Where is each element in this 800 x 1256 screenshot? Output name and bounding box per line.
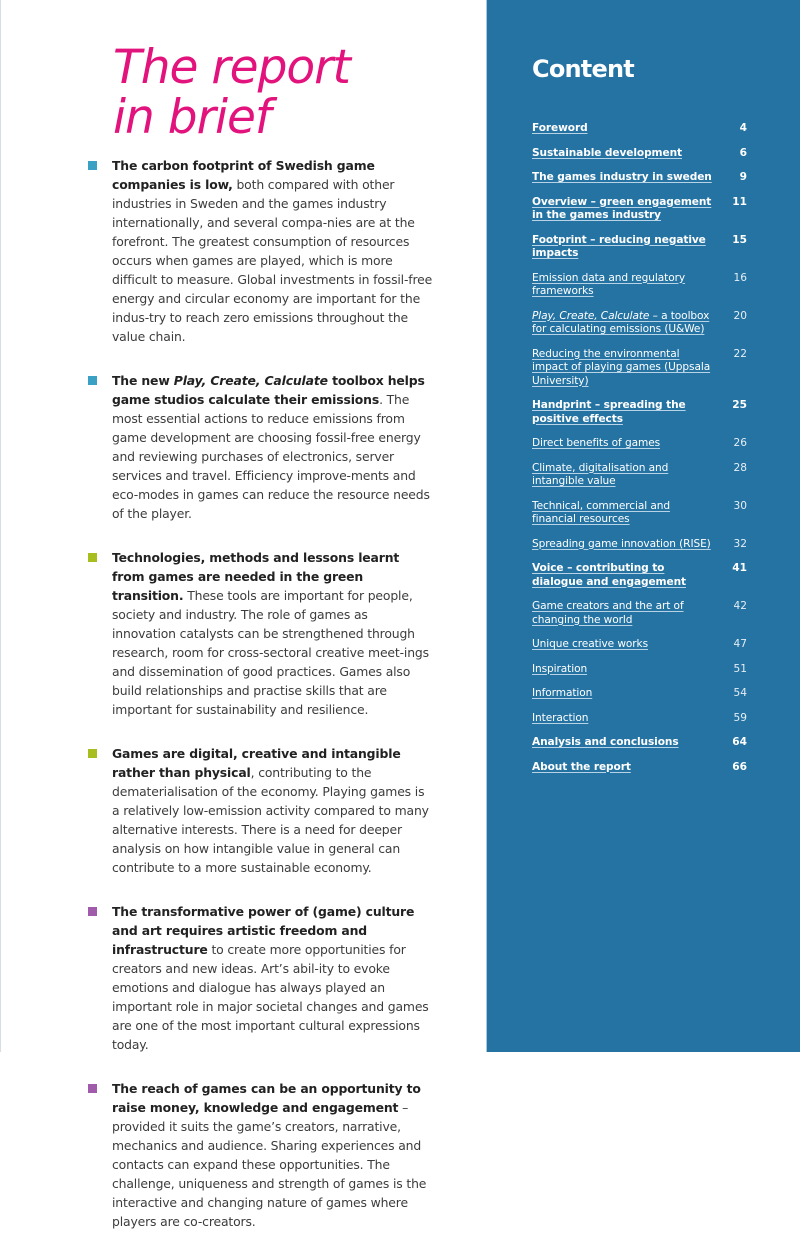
brief-item-text: [112, 744, 433, 877]
brief-item-lead: Technologies, methods and lessons learnt from games are needed in the green transition.: [112, 550, 400, 603]
brief-item: [88, 1079, 433, 1231]
toc-link-label: Game creators and the art of changing the world: [532, 600, 684, 626]
table-of-contents: [532, 122, 747, 785]
brief-item-text: [112, 1079, 433, 1231]
brief-item-body: – provided it suits the game’s creators, narrative, mechanics and audience. Sharing experiences and contacts can expand these opportunities. The challenge, uniqueness and strength of games is the interactive and changing nature of games where players are co-creators.: [112, 1100, 427, 1229]
page-title: [113, 40, 350, 145]
toolbox-name: Play, Create, Calculate: [173, 373, 328, 388]
toc-item: [532, 638, 747, 652]
toc-page-number: 22: [733, 347, 747, 360]
toc-page-number: 15: [732, 233, 747, 246]
toc-item: [532, 712, 747, 726]
toc-item: [532, 437, 747, 451]
brief-item-body: both compared with other industries in Sweden and the games industry internationally, and several compa-nies are at the forefront. The greatest consumption of resources occurs when games are played, which is more difficult to measure. Global investments in fossil-free energy and circular economy are important for the indus-try to reach zero emissions throughout the value chain.: [112, 177, 433, 344]
toc-link[interactable]: [532, 462, 712, 489]
toc-link-italic: Play, Create, Calculate: [532, 309, 650, 322]
title-line-1: The report: [113, 40, 350, 95]
toc-link-label: Inspiration: [532, 662, 588, 675]
brief-item-body: These tools are important for people, society and industry. The role of games as innovation catalysts can be strengthened through research, room for cross-sectoral creative meet-ings and dissemination of good practices. Games also build relationships and practise skills that are important for sustainability and resilience.: [112, 588, 429, 717]
brief-item-lead-rest: toolbox helps game studios calculate their emissions: [112, 373, 425, 407]
toc-link-label: The games industry in sweden: [532, 171, 712, 183]
toc-page-number: 32: [733, 537, 747, 550]
toc-link[interactable]: [532, 348, 712, 389]
brief-item-text: [112, 156, 433, 346]
brief-item-lead: The reach of games can be an opportunity to raise money, knowledge and engagement: [112, 1081, 421, 1115]
brief-item-lead: Games are digital, creative and intangible rather than physical: [112, 746, 401, 780]
toc-link[interactable]: [532, 663, 712, 677]
square-bullet-icon: [88, 161, 97, 170]
toc-item: [532, 147, 747, 161]
toc-page-number: 6: [739, 146, 747, 159]
brief-item-lead: [112, 373, 425, 407]
toc-link[interactable]: [532, 687, 712, 701]
toc-item: [532, 196, 747, 223]
toc-page-number: 64: [732, 736, 747, 748]
brief-item-lead-pre: The new: [112, 373, 174, 388]
brief-item-body: , contributing to the dematerialisation of the economy. Playing games is a relatively low-emission activity compared to many alternative interests. There is a need for deeper analysis on how intangible value in general can contribute to a more sustainable economy.: [112, 765, 429, 875]
brief-item: [88, 902, 433, 1054]
toc-link-label: Overview – green engagement in the games industry: [532, 195, 712, 221]
toc-link[interactable]: [532, 437, 712, 451]
square-bullet-icon: [88, 749, 97, 758]
toc-link[interactable]: [532, 310, 712, 337]
toc-item: [532, 562, 747, 589]
toc-link[interactable]: [532, 600, 712, 627]
toc-page-number: 20: [733, 309, 747, 322]
brief-item-body: to create more opportunities for creators and new ideas. Art’s abil-ity to evoke emotions and dialogue has always played an important role in major societal changes and games are one of the most important cultural expressions today.: [112, 942, 429, 1052]
toc-page-number: 25: [732, 399, 747, 411]
toc-page-number: 26: [733, 437, 747, 449]
toc-item: [532, 234, 747, 261]
toc-item: [532, 399, 747, 426]
content-title: Content: [532, 55, 634, 83]
square-bullet-icon: [88, 1084, 97, 1093]
toc-page-number: 59: [733, 711, 747, 724]
toc-page-number: 9: [739, 171, 747, 183]
toc-link[interactable]: [532, 196, 712, 223]
toc-link-label: Handprint – spreading the positive effects: [532, 399, 686, 425]
toc-link[interactable]: [532, 761, 712, 775]
toc-item: [532, 761, 747, 775]
toc-page-number: 28: [733, 461, 747, 474]
content-panel: [486, 0, 800, 1052]
toc-link-label: – a toolbox for calculating emissions (U&We): [532, 309, 710, 335]
toc-item: [532, 272, 747, 299]
toc-item: [532, 663, 747, 677]
toc-item: [532, 538, 747, 552]
brief-item-lead: The transformative power of (game) culture and art requires artistic freedom and infrastructure: [112, 904, 415, 957]
toc-item: [532, 736, 747, 750]
brief-item: [88, 548, 433, 719]
toc-link-label: Analysis and conclusions: [532, 736, 679, 748]
toc-link[interactable]: [532, 736, 712, 750]
toc-link-label: Reducing the environmental impact of playing games (Uppsala University): [532, 347, 711, 387]
title-line-2: in brief: [113, 90, 271, 145]
toc-link[interactable]: [532, 147, 712, 161]
toc-link[interactable]: [532, 122, 712, 136]
toc-link[interactable]: [532, 399, 712, 426]
toc-item: [532, 348, 747, 389]
toc-page-number: 54: [733, 687, 747, 699]
brief-item: [88, 156, 433, 346]
brief-item: [88, 744, 433, 877]
toc-page-number: 16: [733, 271, 747, 284]
toc-link-label: Spreading game innovation (RISE): [532, 537, 711, 550]
toc-item: [532, 600, 747, 627]
brief-item-text: [112, 902, 433, 1054]
toc-link-label: Direct benefits of games: [532, 437, 661, 449]
toc-link-label: Footprint – reducing negative impacts: [532, 233, 706, 259]
brief-item-text: [112, 371, 433, 523]
toc-item: [532, 171, 747, 185]
toc-page-number: 66: [732, 760, 747, 773]
toc-item: [532, 687, 747, 701]
toc-page-number: 51: [733, 662, 747, 675]
toc-page-number: 30: [733, 499, 747, 512]
toc-page-number: 41: [732, 562, 747, 574]
square-bullet-icon: [88, 553, 97, 562]
toc-link-label: Emission data and regulatory frameworks: [532, 271, 686, 297]
brief-item-body: . The most essential actions to reduce emissions from game development are choosing fossil-free energy and reviewing purchases of electronics, server services and travel. Efficiency improve-ments and eco-modes in games can reduce the resource needs of the player.: [112, 392, 430, 521]
toc-link[interactable]: [532, 712, 712, 726]
square-bullet-icon: [88, 907, 97, 916]
toc-link[interactable]: [532, 234, 712, 261]
toc-link-label: About the report: [532, 760, 631, 773]
toc-link-label: Technical, commercial and financial resources: [532, 499, 670, 525]
toc-link-label: Interaction: [532, 711, 589, 724]
toc-link-label: Unique creative works: [532, 638, 648, 650]
toc-link[interactable]: [532, 272, 712, 299]
toc-link-label: Information: [532, 687, 593, 699]
toc-page-number: 42: [733, 600, 747, 612]
toc-page-number: 47: [733, 638, 747, 650]
toc-link-label: Climate, digitalisation and intangible value: [532, 461, 669, 487]
toc-link[interactable]: [532, 562, 712, 589]
toc-link-label: Sustainable development: [532, 146, 682, 159]
brief-list: [88, 156, 433, 1256]
toc-link[interactable]: [532, 500, 712, 527]
toc-link-label: Foreword: [532, 122, 588, 134]
square-bullet-icon: [88, 376, 97, 385]
toc-item: [532, 500, 747, 527]
toc-link-label: Voice – contributing to dialogue and engagement: [532, 562, 686, 588]
toc-item: [532, 310, 747, 337]
toc-page-number: 4: [739, 122, 747, 134]
toc-link[interactable]: [532, 171, 712, 185]
toc-item: [532, 462, 747, 489]
brief-item: [88, 371, 433, 523]
toc-link[interactable]: [532, 538, 712, 552]
brief-item-text: [112, 548, 433, 719]
toc-link[interactable]: [532, 638, 712, 652]
toc-item: [532, 122, 747, 136]
toc-page-number: 11: [732, 195, 747, 208]
brief-item-lead: The carbon footprint of Swedish game companies is low,: [112, 158, 375, 192]
